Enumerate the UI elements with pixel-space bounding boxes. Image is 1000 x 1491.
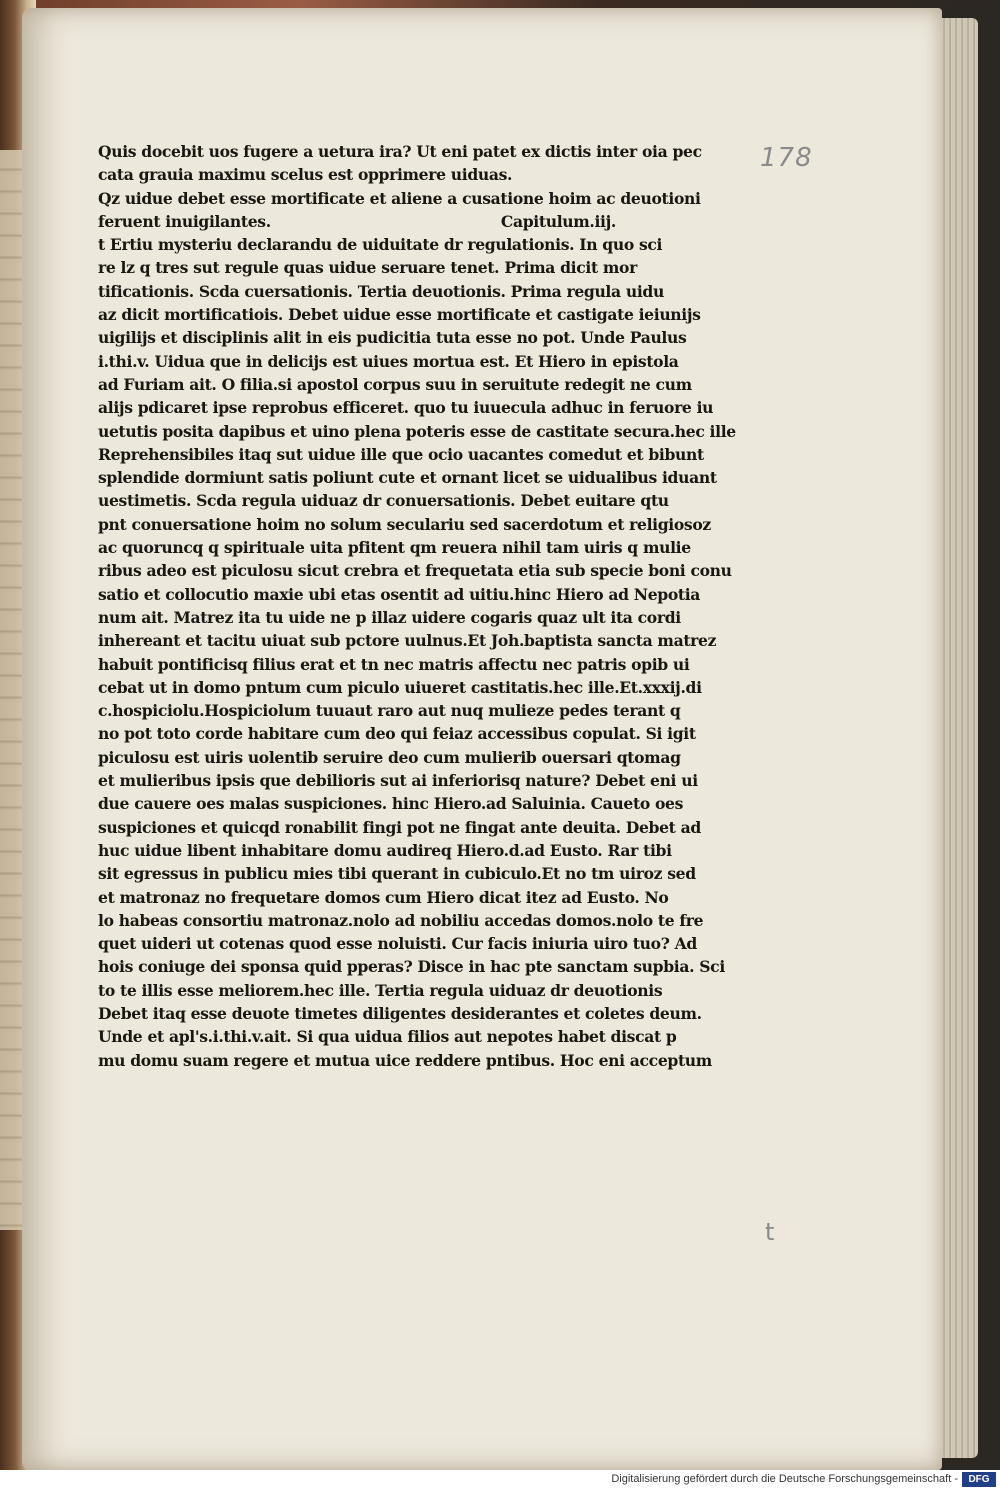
text-line: et matronaz no frequetare domos cum Hiero dicat itez ad Eusto. No	[98, 887, 669, 907]
funding-credit: Digitalisierung gefördert durch die Deutsche Forschungsgemeinschaft -	[611, 1473, 958, 1485]
text-line: splendide dormiunt satis poliunt cute et ornant licet se uidualibus iduant	[98, 468, 717, 488]
text-line: hois coniuge dei sponsa quid pperas? Disce in hac pte sanctam supbia. Sci	[98, 957, 725, 977]
text-line: Reprehensibiles itaq sut uidue ille que ocio uacantes comedut et bibunt	[98, 444, 704, 464]
text-line: cata grauia maximu scelus est opprimere uiduas.	[98, 165, 513, 185]
text-line: uigilijs et disciplinis alit in eis pudicitia tuta esse no pot. Unde Paulus	[98, 328, 687, 348]
text-line: cebat ut in domo pntum cum piculo uiueret castitatis.hec ille.Et.xxxij.di	[98, 677, 702, 697]
text-line: mu domu suam regere et mutua uice reddere pntibus. Hoc eni acceptum	[98, 1050, 712, 1070]
text-line: az dicit mortificatiois. Debet uidue esse mortificate et castigate ieiunijs	[98, 305, 701, 325]
text-line: piculosu est uiris uolentib seruire deo cum mulierib ouersari qtomag	[98, 747, 681, 767]
text-line: to te illis esse meliorem.hec ille. Tertia regula uiduaz dr deuotionis	[98, 980, 663, 1000]
text-line: alijs pdicaret ipse reprobus efficeret. quo tu iuuecula adhuc in feruore iu	[98, 398, 714, 418]
chapter-heading-line	[98, 210, 746, 233]
text-line: no pot toto corde habitare cum deo qui feiaz accessibus copulat. Si igit	[98, 724, 696, 744]
text-line: quet uideri ut cotenas quod esse noluisti. Cur facis iniuria uiro tuo? Ad	[98, 934, 697, 954]
text-line: lo habeas consortiu matronaz.nolo ad nobiliu accedas domos.nolo te fre	[98, 910, 704, 930]
handwritten-folio-number: 178	[760, 143, 813, 173]
text-line: Qz uidue debet esse mortificate et aliene a cusatione hoim ac deuotioni	[98, 188, 701, 208]
text-line: Unde et apl's.i.thi.v.ait. Si qua uidua filios aut nepotes habet discat p	[98, 1027, 677, 1047]
text-line: pnt conuersatione hoim no solum seculariu sed sacerdotum et religiosoz	[98, 514, 711, 534]
text-line: uetutis posita dapibus et uino plena poteris esse de castitate secura.hec ille	[98, 421, 736, 441]
chapter-label: Capitulum.iij.	[500, 211, 616, 231]
page-text-block	[98, 140, 746, 1072]
text-line: c.hospiciolu.Hospiciolum tuuaut raro aut nuq mulieze pedes terant q	[98, 701, 681, 721]
text-line: ac quoruncq q spirituale uita pfitent qm reuera nihil tam uiris q mulie	[98, 538, 691, 558]
text-line: et mulieribus ipsis que debilioris sut ai inferiorisq nature? Debet eni ui	[98, 771, 698, 791]
text-line: inhereant et tacitu uiuat sub pctore uulnus.Et Joh.baptista sancta matrez	[98, 631, 717, 651]
text-line: suspiciones et quicqd ronabilit fingi pot ne fingat ante deuita. Debet ad	[98, 817, 701, 837]
text-line: tificationis. Scda cuersationis. Tertia deuotionis. Prima regula uidu	[98, 281, 664, 301]
text-line: re lz q tres sut regule quas uidue seruare tenet. Prima dicit mor	[98, 258, 637, 278]
text-line: sit egressus in publicu mies tibi querant in cubiculo.Et no tm uiroz sed	[98, 864, 696, 884]
text-line: due cauere oes malas suspiciones. hinc Hiero.ad Saluinia. Caueto oes	[98, 794, 684, 814]
text-line: satio et collocutio maxie ubi etas osentit ad uitiu.hinc Hiero ad Nepotia	[98, 584, 701, 604]
text-line: t Ertiu mysteriu declarandu de uiduitate dr regulationis. In quo sci	[98, 235, 663, 255]
text-line: Quis docebit uos fugere a uetura ira? Ut eni patet ex dictis inter oia pec	[98, 142, 702, 161]
text-line: i.thi.v. Uidua que in delicijs est uiues mortua est. Et Hiero in epistola	[98, 351, 679, 371]
text-line: ad Furiam ait. O filia.si apostol corpus suu in seruitute redegit ne cum	[98, 374, 692, 394]
text-line: feruent inuigilantes.	[98, 211, 271, 231]
text-line: uestimetis. Scda regula uiduaz dr conuersationis. Debet euitare qtu	[98, 491, 669, 511]
text-line: num ait. Matrez ita tu uide ne p illaz uidere cogaris quaz ult ita cordi	[98, 607, 681, 627]
text-line: huc uidue libent inhabitare domu audireq Hiero.d.ad Eusto. Rar tibi	[98, 840, 672, 860]
handwritten-margin-mark: t	[765, 1218, 775, 1246]
text-line: Debet itaq esse deuote timetes diligentes desiderantes et coletes deum.	[98, 1003, 702, 1023]
text-line: habuit pontificisq filius erat et tn nec matris affectu nec patris opib ui	[98, 654, 690, 674]
dfg-logo[interactable]: DFG	[962, 1472, 996, 1487]
text-line: ribus adeo est piculosu sicut crebra et frequetata etia sub specie boni conu	[98, 561, 732, 581]
